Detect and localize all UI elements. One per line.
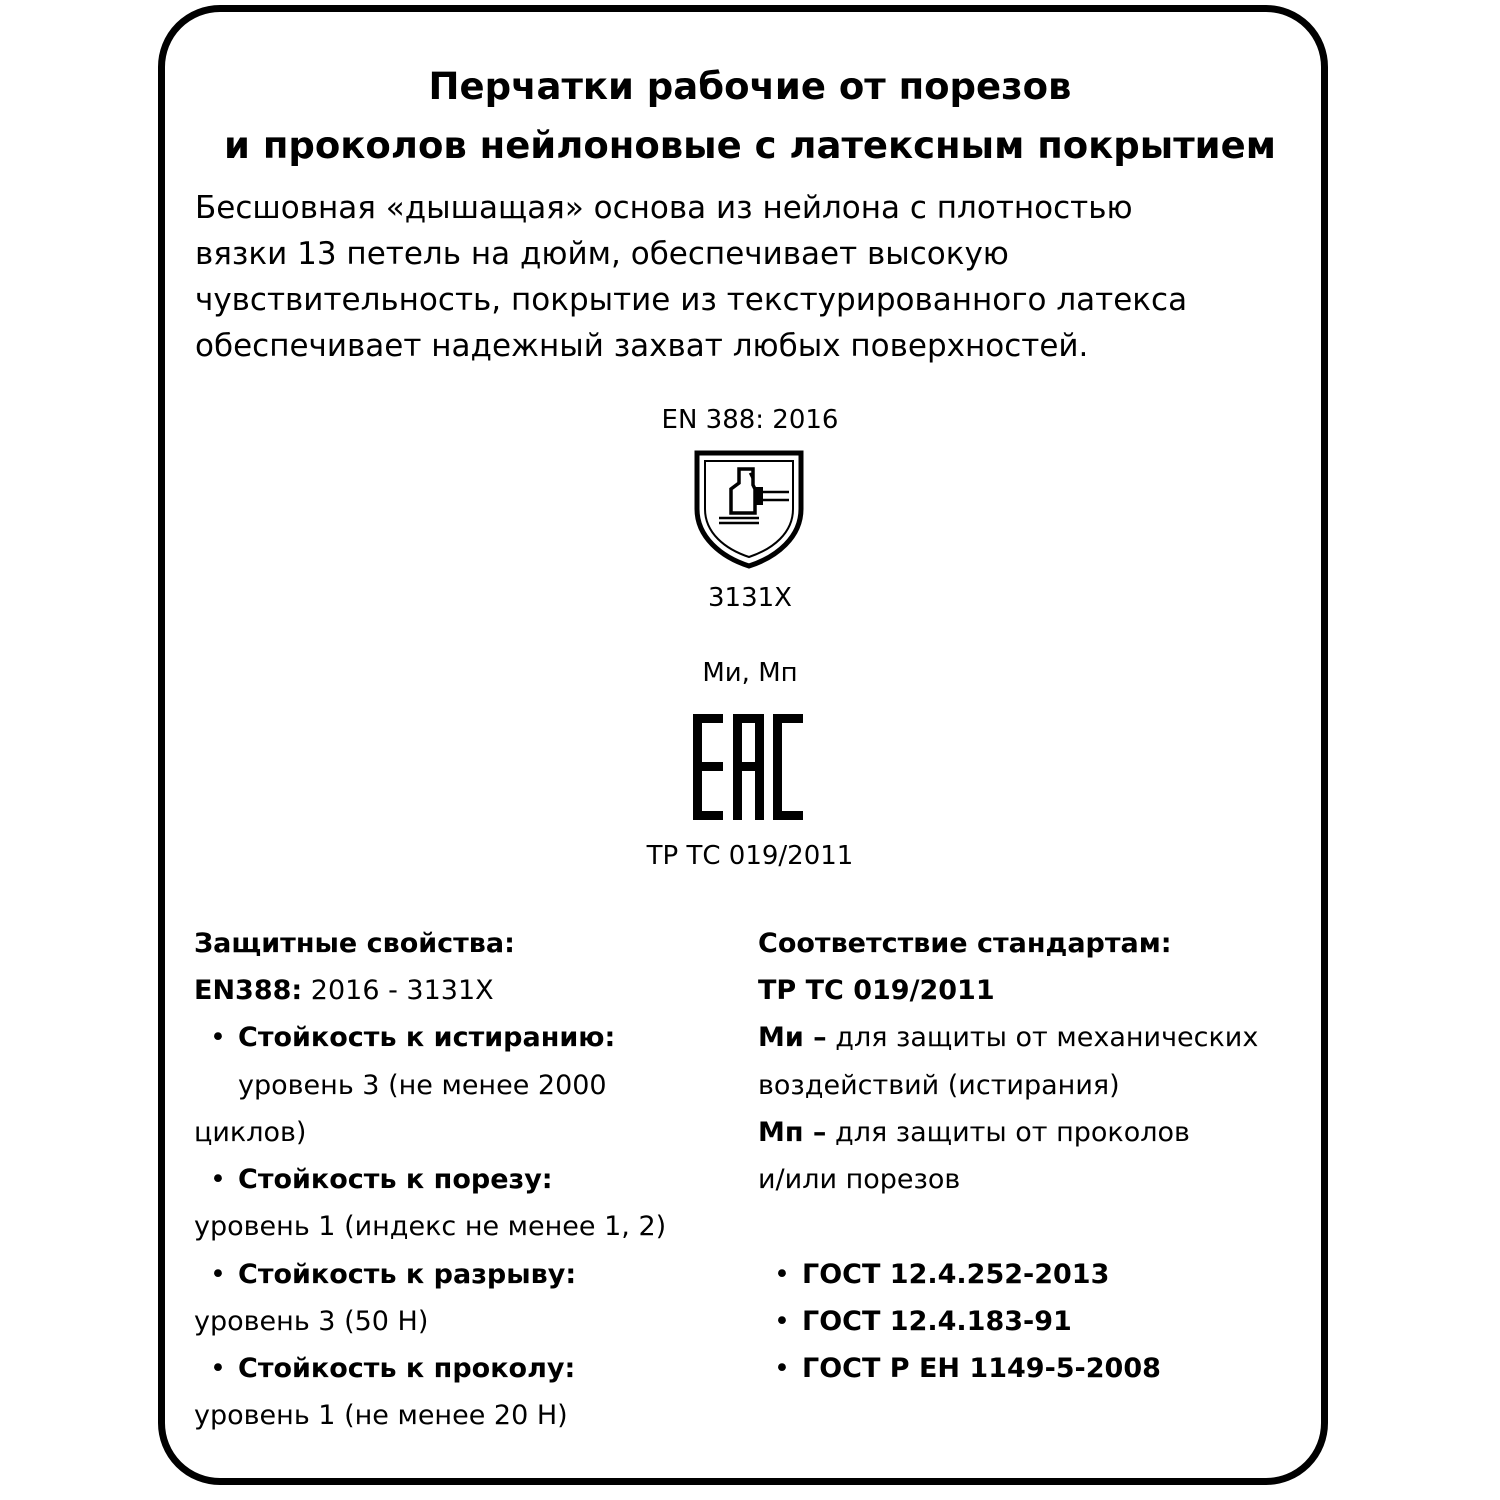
tear-value: уровень 3 (50 Н) <box>194 1306 429 1337</box>
gost-item: • ГОСТ 12.4.183-91 <box>802 1308 1072 1335</box>
mi-text: для защиты от механических <box>826 1022 1259 1053</box>
description-line-4: обеспечивает надежный захват любых поверхностей. <box>195 328 1089 364</box>
gost-item: • ГОСТ 12.4.252-2013 <box>802 1261 1109 1288</box>
protective-en388 <box>194 977 494 1004</box>
mp-line-2: и/или порезов <box>758 1164 961 1195</box>
standards-heading: Соответствие стандартам: <box>758 928 1172 959</box>
description-line-1: Бесшовная «дышащая» основа из нейлона с плотностью <box>195 190 1133 226</box>
gost-item: • ГОСТ Р ЕН 1149-5-2008 <box>802 1355 1161 1382</box>
protective-heading: Защитные свойства: <box>194 928 515 959</box>
puncture-value: уровень 1 (не менее 20 Н) <box>194 1400 568 1431</box>
en388-standard-label: EN 388: 2016 <box>661 405 839 435</box>
abrasion-value-2: циклов) <box>194 1117 307 1148</box>
abrasion-label: • Стойкость к истиранию: <box>238 1024 615 1051</box>
abrasion-value-1: уровень 3 (не менее 2000 <box>238 1070 607 1101</box>
mi-line-1 <box>758 1024 1258 1051</box>
eac-mark-icon <box>693 714 803 820</box>
en388-label: EN388: <box>194 975 303 1006</box>
mp-text: для защиты от проколов <box>826 1117 1190 1148</box>
mi-line-2: воздействий (истирания) <box>758 1070 1120 1101</box>
en388-code-label: 3131X <box>708 583 792 613</box>
tear-label: • Стойкость к разрыву: <box>238 1261 576 1288</box>
cut-label: • Стойкость к порезу: <box>238 1166 553 1193</box>
mi-label: Ми – <box>758 1022 827 1053</box>
en388-hammer-shield-icon <box>693 449 805 569</box>
description-line-3: чувствительность, покрытие из текстурированного латекса <box>195 282 1188 318</box>
description-line-2: вязки 13 петель на дюйм, обеспечивает высокую <box>195 236 1009 272</box>
mp-label: Мп – <box>758 1117 827 1148</box>
standards-tr: ТР ТС 019/2011 <box>758 975 995 1006</box>
eac-regulation-label: ТР ТС 019/2011 <box>646 841 854 871</box>
title-line-2: и проколов нейлоновые с латексным покрытием <box>224 124 1276 167</box>
mp-line-1 <box>758 1119 1190 1146</box>
eac-classes-label: Ми, Мп <box>702 658 798 688</box>
cut-value: уровень 1 (индекс не менее 1, 2) <box>194 1211 667 1242</box>
title-line-1: Перчатки рабочие от порезов <box>428 65 1072 108</box>
en388-value: 2016 - 3131X <box>302 975 494 1006</box>
puncture-label: • Стойкость к проколу: <box>238 1355 575 1382</box>
